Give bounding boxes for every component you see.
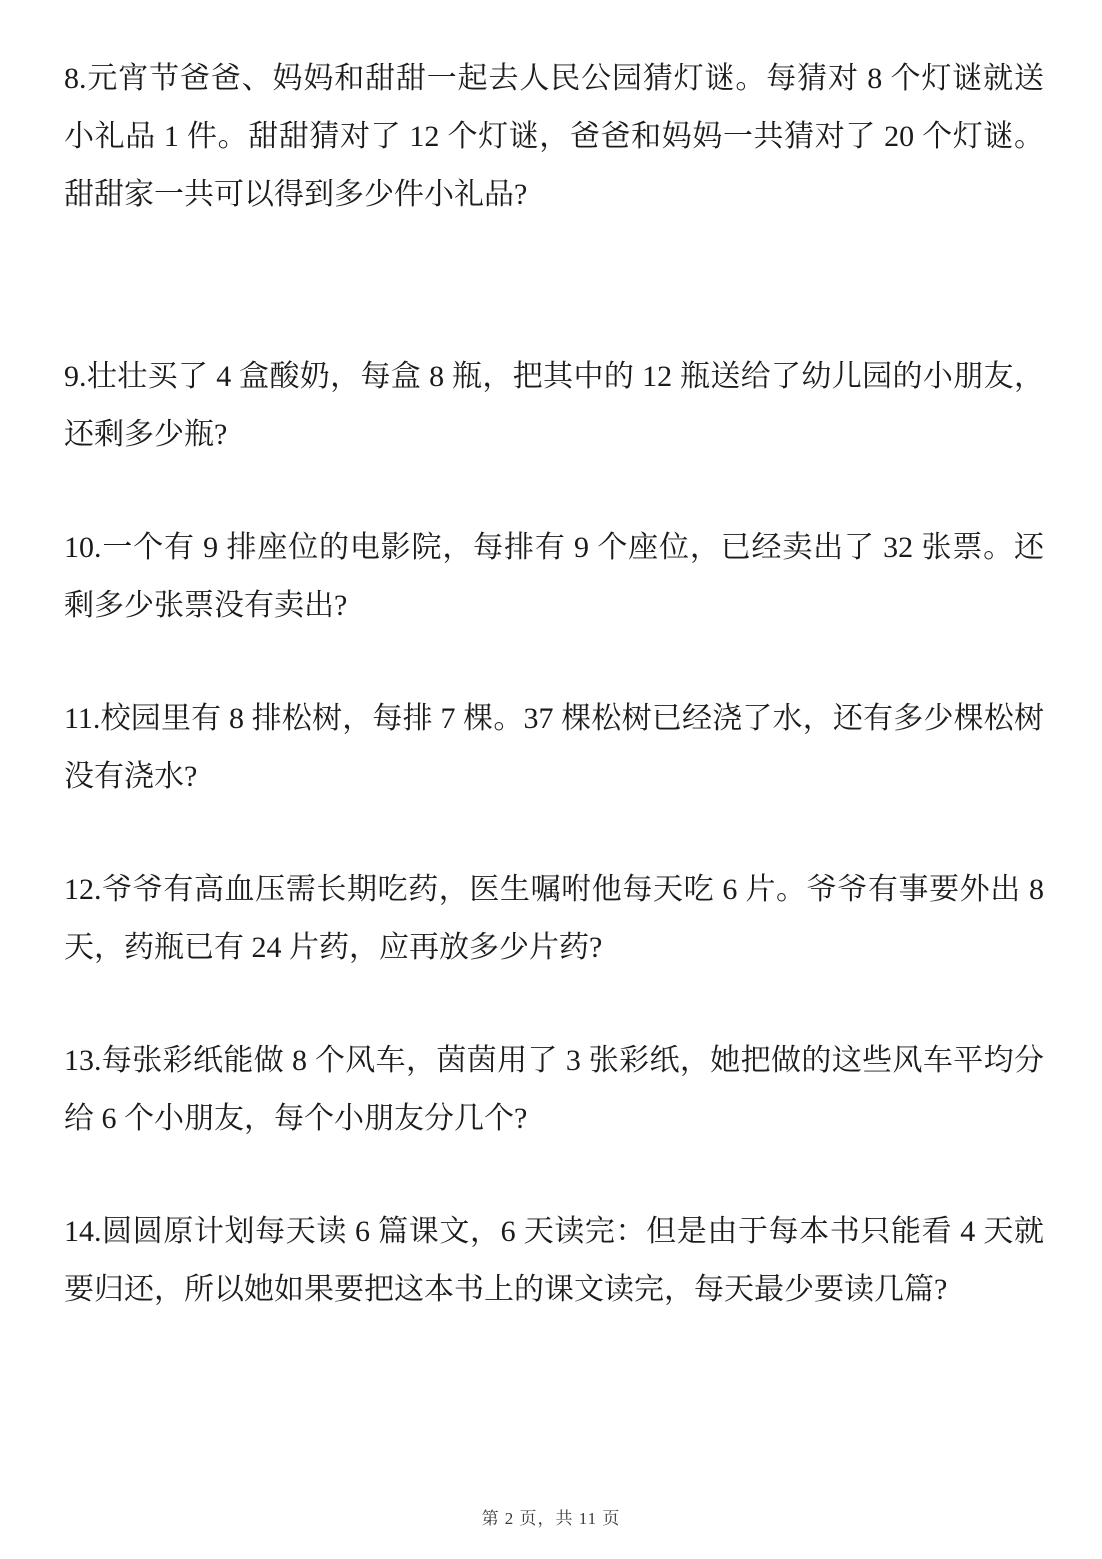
question-9: 9.壮壮买了 4 盒酸奶，每盒 8 瓶，把其中的 12 瓶送给了幼儿园的小朋友，还剩多少瓶? (64, 360, 1044, 451)
question-10: 10.一个有 9 排座位的电影院，每排有 9 个座位，已经卖出了 32 张票。还剩多少张票没有卖出? (64, 531, 1044, 622)
question-13: 13.每张彩纸能做 8 个风车，茵茵用了 3 张彩纸，她把做的这些风车平均分给 6 个小朋友，每个小朋友分几个? (64, 1044, 1044, 1135)
question-12: 12.爷爷有高血压需长期吃药，医生嘱咐他每天吃 6 片。爷爷有事要外出 8 天，药瓶已有 24 片药，应再放多少片药? (64, 873, 1044, 964)
page-footer: 第 2 页，共 11 页 (481, 1509, 621, 1528)
question-8: 8.元宵节爸爸、妈妈和甜甜一起去人民公园猜灯谜。每猜对 8 个灯谜就送小礼品 1 件。甜甜猜对了 12 个灯谜，爸爸和妈妈一共猜对了 20 个灯谜。甜甜家一共可以得到多少件小礼品? (64, 62, 1044, 211)
question-14: 14.圆圆原计划每天读 6 篇课文，6 天读完：但是由于每本书只能看 4 天就要归还，所以她如果要把这本书上的课文读完，每天最少要读几篇? (64, 1215, 1044, 1306)
question-11: 11.校园里有 8 排松树，每排 7 棵。37 棵松树已经浇了水，还有多少棵松树没有浇水? (64, 702, 1044, 793)
